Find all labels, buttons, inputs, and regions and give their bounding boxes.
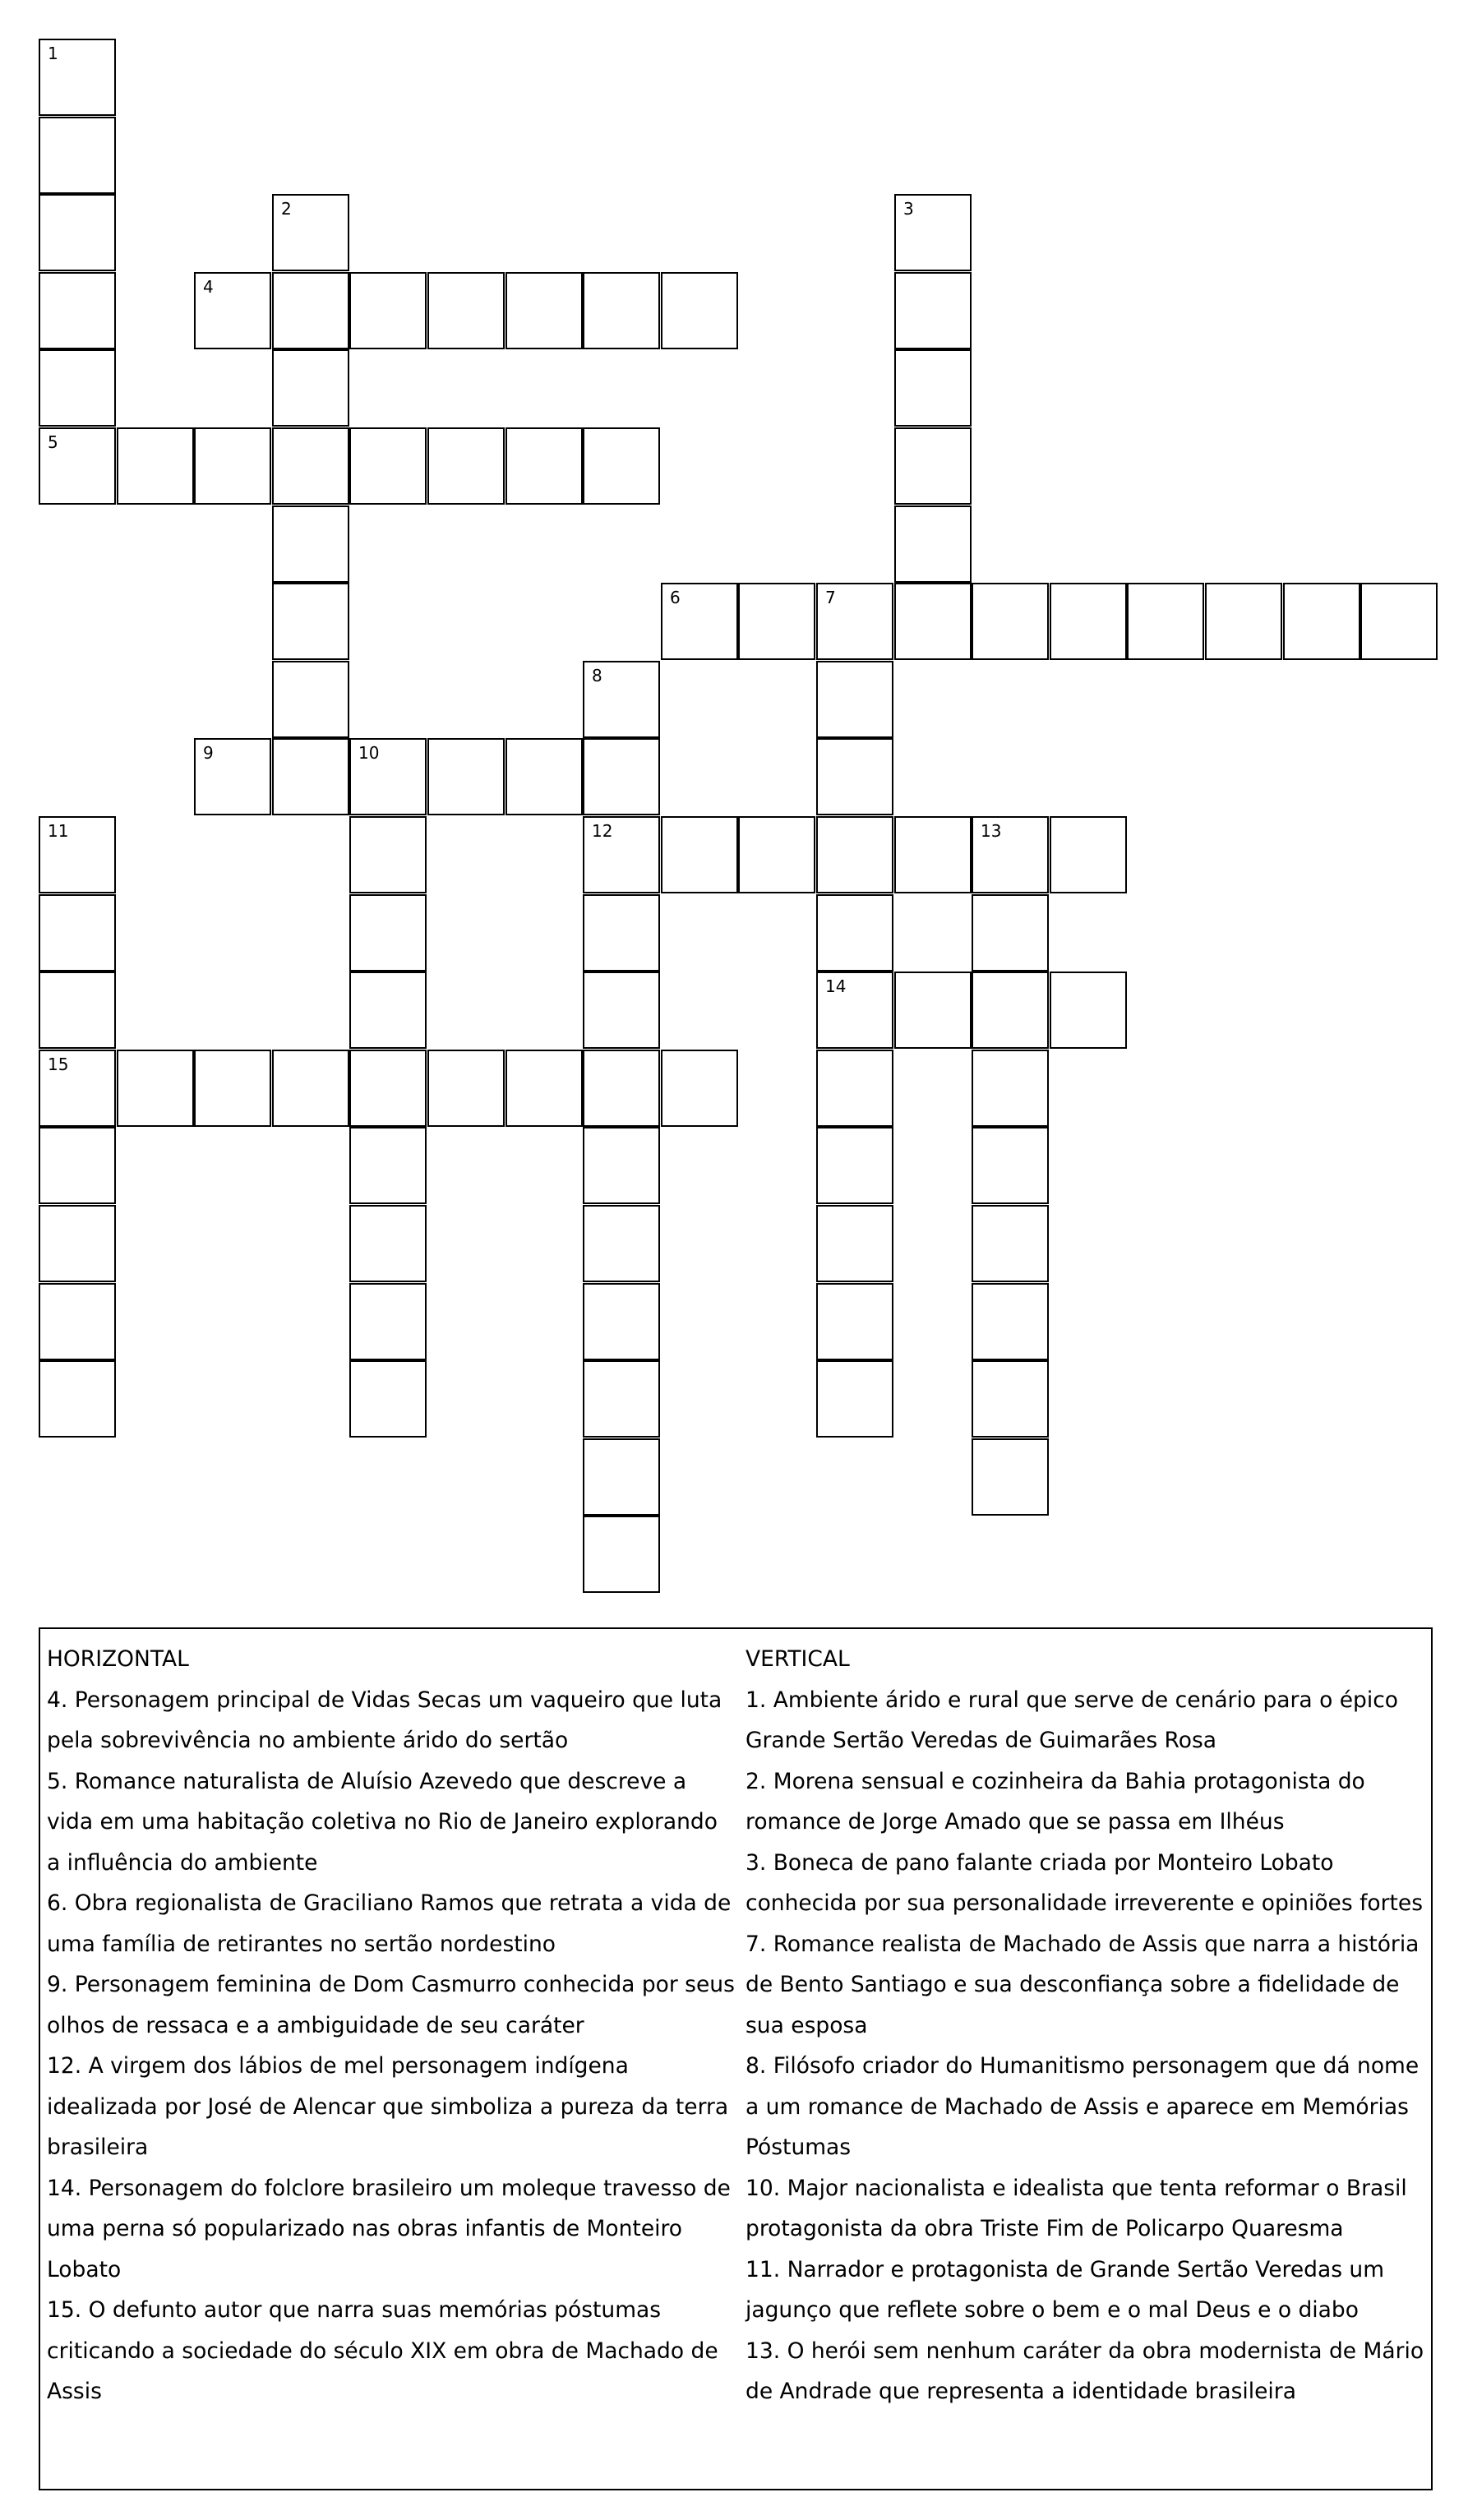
grid-cell[interactable]: [816, 894, 893, 972]
grid-cell[interactable]: [972, 1205, 1049, 1282]
grid-cell[interactable]: [349, 1050, 427, 1127]
grid-cell[interactable]: [661, 816, 738, 893]
grid-cell[interactable]: [816, 1283, 893, 1360]
clue-number: 5: [48, 432, 58, 452]
grid-cell[interactable]: [505, 1050, 583, 1127]
grid-cell[interactable]: [972, 1438, 1049, 1516]
vertical-clue: 2. Morena sensual e cozinheira da Bahia protagonista do romance de Jorge Amado que se passa em Ilhéus: [746, 1768, 1365, 1835]
grid-cell[interactable]: [738, 816, 815, 893]
vertical-clue: 10. Major nacionalista e idealista que tenta reformar o Brasil protagonista da obra Triste Fim de Policarpo Quaresma: [746, 2175, 1407, 2241]
clues-box: [39, 1627, 1433, 2490]
grid-cell[interactable]: [39, 39, 116, 116]
horizontal-clue: 14. Personagem do folclore brasileiro um moleque travesso de uma perna só popularizado nas obras infantis de Monteiro Lobato: [47, 2175, 731, 2282]
grid-cell[interactable]: [194, 738, 271, 815]
grid-cell[interactable]: [39, 816, 116, 893]
grid-cell[interactable]: [661, 583, 738, 660]
grid-cell[interactable]: [894, 816, 972, 893]
clue-number: 14: [825, 976, 847, 996]
grid-cell[interactable]: [39, 1205, 116, 1282]
grid-cell[interactable]: [816, 583, 893, 660]
clue-number: 13: [981, 821, 1002, 841]
grid-cell[interactable]: [1050, 972, 1127, 1049]
grid-cell[interactable]: [583, 738, 660, 815]
grid-cell[interactable]: [39, 272, 116, 349]
grid-cell[interactable]: [272, 349, 349, 427]
grid-cell[interactable]: [349, 1127, 427, 1204]
grid-cell[interactable]: [39, 427, 116, 505]
grid-cell[interactable]: [39, 117, 116, 194]
grid-cell[interactable]: [1283, 583, 1360, 660]
clue-number: 8: [592, 666, 602, 685]
grid-cell[interactable]: [505, 738, 583, 815]
grid-cell[interactable]: [583, 1360, 660, 1438]
grid-cell[interactable]: [272, 194, 349, 271]
grid-cell[interactable]: [39, 194, 116, 271]
vertical-clue: 3. Boneca de pano falante criada por Monteiro Lobato conhecida por sua personalidade irreverente e opiniões fortes: [746, 1849, 1424, 1916]
vertical-clue: 11. Narrador e protagonista de Grande Sertão Veredas um jagunço que reflete sobre o bem e o mal Deus e o diabo: [746, 2256, 1385, 2323]
grid-cell[interactable]: [583, 1283, 660, 1360]
grid-cell[interactable]: [272, 272, 349, 349]
grid-cell[interactable]: [427, 738, 505, 815]
grid-cell[interactable]: [816, 972, 893, 1049]
clue-number: 11: [48, 821, 69, 841]
grid-cell[interactable]: [1050, 816, 1127, 893]
grid-cell[interactable]: [583, 1516, 660, 1593]
vertical-clues-column: [746, 1639, 1428, 2412]
grid-cell[interactable]: [972, 1127, 1049, 1204]
vertical-heading: VERTICAL: [746, 1646, 850, 1672]
grid-cell[interactable]: [117, 1050, 194, 1127]
clue-number: 4: [203, 277, 214, 297]
clue-number: 10: [358, 743, 380, 763]
grid-cell[interactable]: [583, 427, 660, 505]
grid-cell[interactable]: [894, 505, 972, 583]
grid-cell[interactable]: [583, 1438, 660, 1516]
grid-cell[interactable]: [39, 1127, 116, 1204]
grid-cell[interactable]: [972, 1283, 1049, 1360]
grid-cell[interactable]: [816, 1205, 893, 1282]
grid-cell[interactable]: [894, 272, 972, 349]
horizontal-clue: 4. Personagem principal de Vidas Secas um vaqueiro que luta pela sobrevivência no ambiente árido do sertão: [47, 1687, 722, 1753]
grid-cell[interactable]: [39, 894, 116, 972]
grid-cell[interactable]: [816, 738, 893, 815]
grid-cell[interactable]: [894, 583, 972, 660]
grid-cell[interactable]: [816, 661, 893, 738]
grid-cell[interactable]: [427, 272, 505, 349]
grid-cell[interactable]: [583, 972, 660, 1049]
grid-cell[interactable]: [583, 894, 660, 972]
grid-cell[interactable]: [39, 1050, 116, 1127]
grid-cell[interactable]: [972, 816, 1049, 893]
grid-cell[interactable]: [505, 427, 583, 505]
grid-cell[interactable]: [349, 738, 427, 815]
grid-cell[interactable]: [583, 272, 660, 349]
grid-cell[interactable]: [194, 1050, 271, 1127]
horizontal-clue: 9. Personagem feminina de Dom Casmurro conhecida por seus olhos de ressaca e a ambiguidade de seu caráter: [47, 1972, 735, 2038]
grid-cell[interactable]: [272, 505, 349, 583]
grid-cell[interactable]: [1360, 583, 1438, 660]
grid-cell[interactable]: [972, 1050, 1049, 1127]
grid-cell[interactable]: [738, 583, 815, 660]
grid-cell[interactable]: [894, 349, 972, 427]
grid-cell[interactable]: [816, 816, 893, 893]
grid-cell[interactable]: [1127, 583, 1204, 660]
grid-cell[interactable]: [1050, 583, 1127, 660]
clue-number: 7: [825, 588, 836, 607]
grid-cell[interactable]: [39, 1283, 116, 1360]
grid-cell[interactable]: [583, 661, 660, 738]
grid-cell[interactable]: [816, 1127, 893, 1204]
horizontal-clue: 5. Romance naturalista de Aluísio Azevedo que descreve a vida em uma habitação coletiva no Rio de Janeiro explorando a influência do ambiente: [47, 1768, 718, 1876]
vertical-clue: 8. Filósofo criador do Humanitismo personagem que dá nome a um romance de Machado de Assis e aparece em Memórias Póstumas: [746, 2053, 1420, 2160]
horizontal-clue: 12. A virgem dos lábios de mel personagem indígena idealizada por José de Alencar que simboliza a pureza da terra brasileira: [47, 2053, 729, 2160]
grid-cell[interactable]: [972, 583, 1049, 660]
horizontal-clue: 6. Obra regionalista de Graciliano Ramos que retrata a vida de uma família de retirantes no sertão nordestino: [47, 1890, 732, 1957]
grid-cell[interactable]: [349, 1205, 427, 1282]
grid-cell[interactable]: [427, 427, 505, 505]
clue-number: 1: [48, 44, 58, 63]
horizontal-heading: HORIZONTAL: [47, 1646, 189, 1672]
grid-cell[interactable]: [272, 427, 349, 505]
grid-cell[interactable]: [427, 1050, 505, 1127]
vertical-clue: 1. Ambiente árido e rural que serve de cenário para o épico Grande Sertão Veredas de Guimarães Rosa: [746, 1687, 1398, 1753]
grid-cell[interactable]: [349, 1283, 427, 1360]
grid-cell[interactable]: [894, 194, 972, 271]
grid-cell[interactable]: [583, 816, 660, 893]
horizontal-clue: 15. O defunto autor que narra suas memórias póstumas criticando a sociedade do século XIX em obra de Machado de Assis: [47, 2297, 718, 2404]
clue-number: 6: [670, 588, 681, 607]
grid-cell[interactable]: [349, 816, 427, 893]
grid-cell[interactable]: [39, 349, 116, 427]
grid-cell[interactable]: [661, 272, 738, 349]
horizontal-clues-column: [47, 1639, 736, 2412]
grid-cell[interactable]: [272, 738, 349, 815]
grid-cell[interactable]: [894, 972, 972, 1049]
grid-cell[interactable]: [1205, 583, 1282, 660]
grid-cell[interactable]: [816, 1360, 893, 1438]
grid-cell[interactable]: [272, 583, 349, 660]
grid-cell[interactable]: [39, 972, 116, 1049]
grid-cell[interactable]: [39, 1360, 116, 1438]
clue-number: 3: [903, 199, 914, 219]
grid-cell[interactable]: [816, 1050, 893, 1127]
grid-cell[interactable]: [272, 1050, 349, 1127]
grid-cell[interactable]: [583, 1127, 660, 1204]
grid-cell[interactable]: [894, 427, 972, 505]
grid-cell[interactable]: [194, 272, 271, 349]
grid-cell[interactable]: [349, 894, 427, 972]
grid-cell[interactable]: [194, 427, 271, 505]
grid-cell[interactable]: [349, 272, 427, 349]
grid-cell[interactable]: [505, 272, 583, 349]
grid-cell[interactable]: [349, 1360, 427, 1438]
vertical-clue: 13. O herói sem nenhum caráter da obra modernista de Mário de Andrade que representa a identidade brasileira: [746, 2338, 1424, 2404]
clue-number: 2: [281, 199, 292, 219]
clue-number: 9: [203, 743, 214, 763]
grid-cell[interactable]: [661, 1050, 738, 1127]
clue-number: 15: [48, 1055, 69, 1074]
grid-cell[interactable]: [972, 972, 1049, 1049]
grid-cell[interactable]: [583, 1050, 660, 1127]
clue-number: 12: [592, 821, 613, 841]
grid-cell[interactable]: [972, 1360, 1049, 1438]
grid-cell[interactable]: [583, 1205, 660, 1282]
grid-cell[interactable]: [349, 972, 427, 1049]
grid-cell[interactable]: [272, 661, 349, 738]
grid-cell[interactable]: [972, 894, 1049, 972]
grid-cell[interactable]: [117, 427, 194, 505]
vertical-clue: 7. Romance realista de Machado de Assis que narra a história de Bento Santiago e sua desconfiança sobre a fidelidade de sua esposa: [746, 1931, 1420, 2038]
grid-cell[interactable]: [349, 427, 427, 505]
